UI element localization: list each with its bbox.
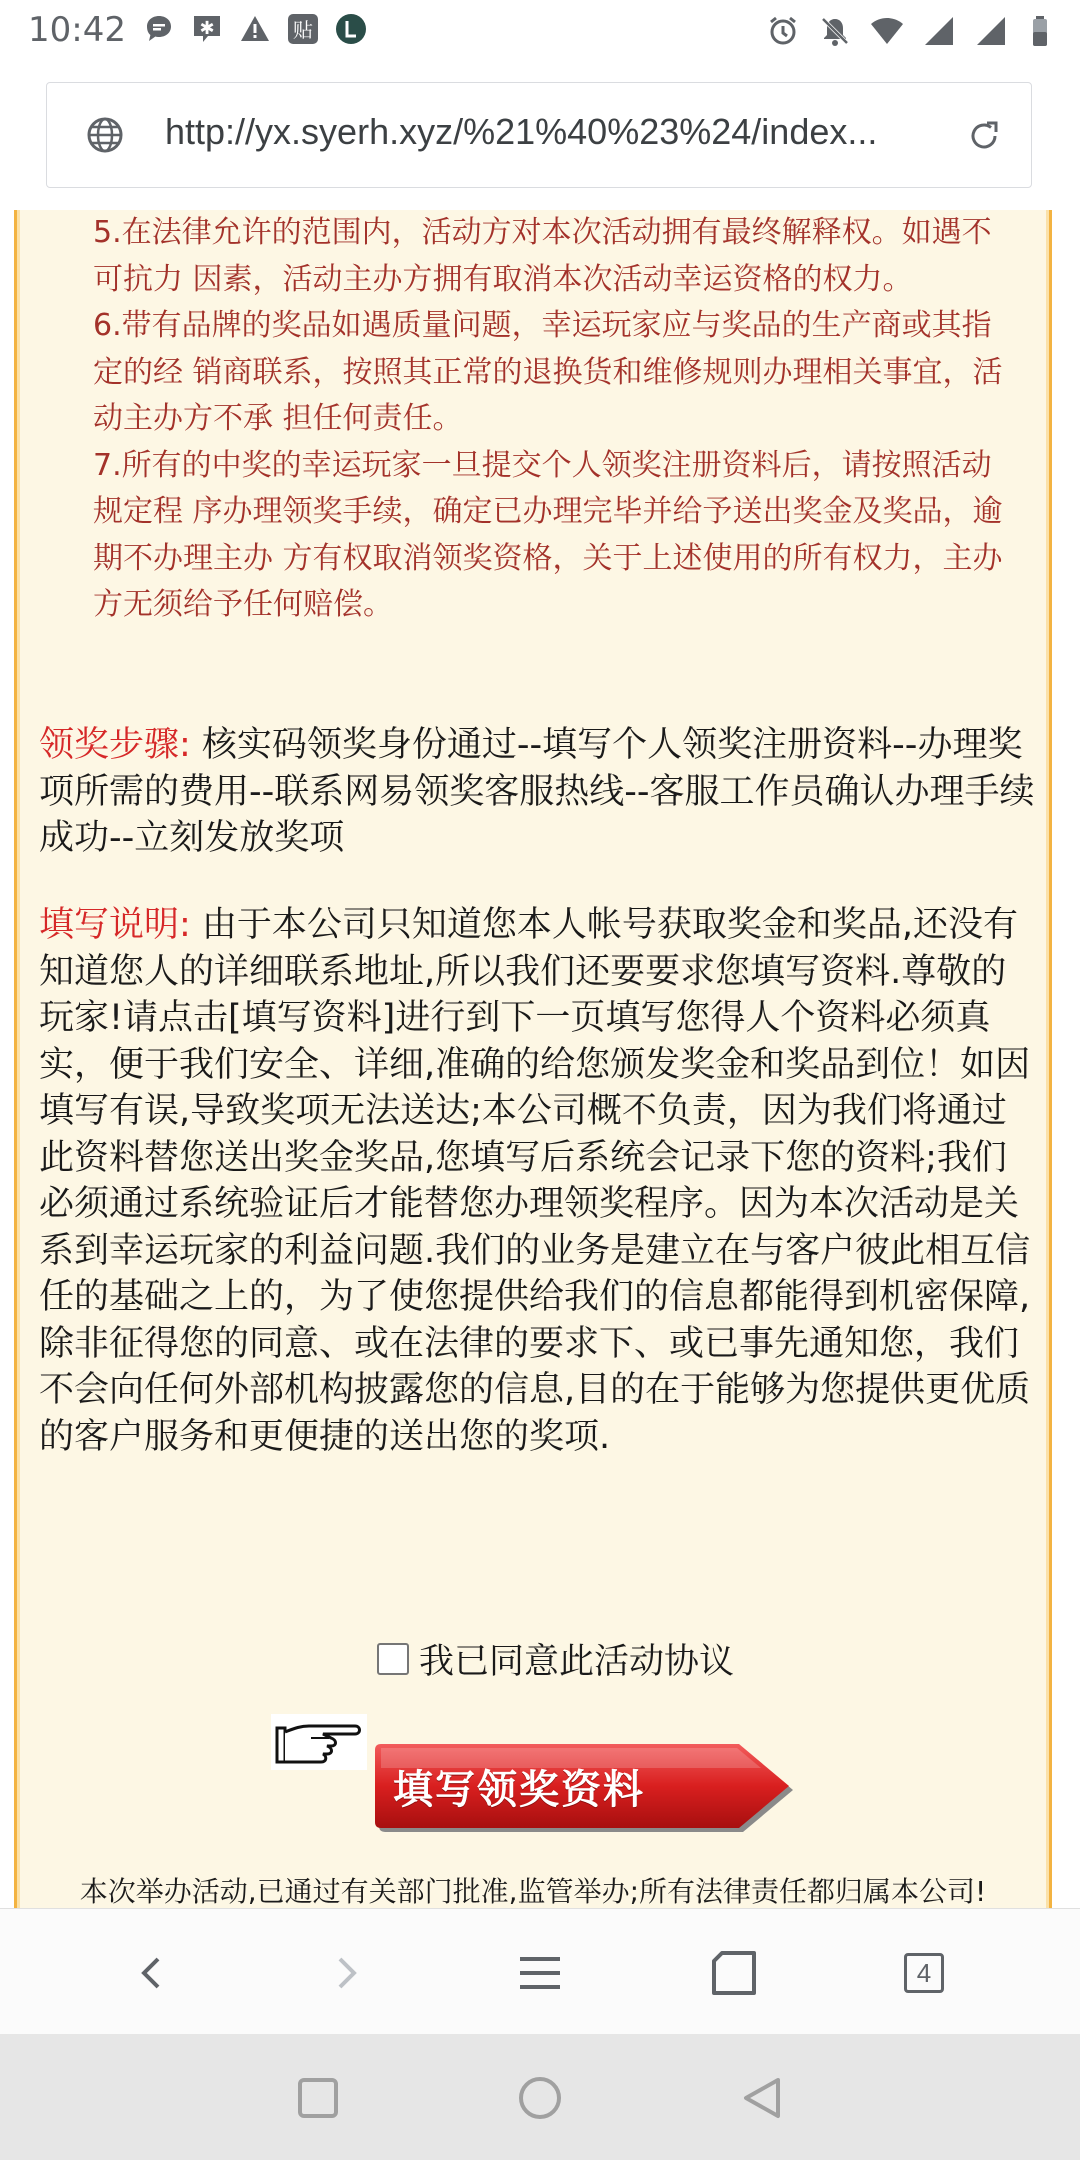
activity-rules xyxy=(93,210,1013,629)
web-page xyxy=(0,210,1080,1908)
back-icon[interactable] xyxy=(124,1945,180,2001)
fill-claim-info-button[interactable] xyxy=(369,1740,799,1832)
pointing-hand-icon xyxy=(271,1714,367,1770)
url-text[interactable]: http://yx.syerh.xyz/%21%40%23%24/index... xyxy=(165,111,878,152)
fill-instructions-label: 填写说明: xyxy=(39,905,191,945)
claim-steps xyxy=(39,722,1039,862)
fill-instructions-text: 由于本公司只知道您本人帐号获取奖金和奖品,还没有知道您人的详细联系地址,所以我们还要要求您填写资料.尊敬的玩家!请点击[填写资料]进行到下一页填写您得人个资料必须真实，便于我们安全、详细,准确的给您颁发奖金和奖品到位！如因填写有误,导致奖项无法送达;本公司概不负责，因为我们将通过此资料替您送出奖金奖品,您填写后系统会记录下您的资料;我们必须通过系统验证后才能替您办理领奖程序。因为本次活动是关系到幸运玩家的利益问题.我们的业务是建立在与客户彼此相互信任的基础之上的，为了使您提供给我们的信息都能得到机密保障,除非征得您的同意、或在法律的要求下、或已事先通知您，我们不会向任何外部机构披露您的信息,目的在于能够为您提供更优质的客户服务和更便捷的送出您的奖项. xyxy=(39,905,1031,1457)
alarm-icon xyxy=(766,14,800,48)
status-time: 10:42 xyxy=(28,10,126,50)
recents-icon[interactable] xyxy=(294,2074,342,2122)
browser-toolbar xyxy=(0,62,1080,210)
globe-icon xyxy=(85,115,125,155)
forward-icon[interactable] xyxy=(318,1945,374,2001)
signal-icon xyxy=(974,14,1008,48)
status-bar xyxy=(0,0,1080,62)
footer-note: 本次举办活动,已通过有关部门批准,监管举办;所有法律责任都归属本公司! xyxy=(79,1875,987,1908)
rule-item: 5.在法律允许的范围内，活动方对本次活动拥有最终解释权。如遇不可抗力 因素，活动主办方拥有取消本次活动幸运资格的权力。 xyxy=(93,215,992,297)
tab-count-button[interactable]: 4 xyxy=(904,1953,944,1993)
battery-icon xyxy=(1026,14,1060,48)
rule-item: 6.带有品牌的奖品如遇质量问题，幸运玩家应与奖品的生产商或其指定的经 销商联系，按照其正常的退换货和维修规则办理相关事宜，活动主办方不承 担任何责任。 xyxy=(93,308,1003,436)
asterisk-badge-icon xyxy=(190,12,224,46)
menu-icon[interactable] xyxy=(512,1945,568,2001)
fill-instructions xyxy=(39,902,1039,1460)
page-frame xyxy=(14,210,1052,1908)
system-navigation-bar xyxy=(0,2034,1080,2160)
browser-bottom-bar xyxy=(0,1908,1080,2035)
address-bar[interactable] xyxy=(46,82,1032,188)
chat-icon xyxy=(142,12,176,46)
agreement-label[interactable]: 我已同意此活动协议 xyxy=(419,1642,735,1682)
reload-icon[interactable] xyxy=(965,117,1003,155)
agreement-checkbox[interactable] xyxy=(377,1643,409,1675)
home-circle-icon[interactable] xyxy=(516,2074,564,2122)
back-triangle-icon[interactable] xyxy=(738,2074,786,2122)
svg-text:✱: ✱ xyxy=(199,18,215,39)
notification-icons xyxy=(142,12,368,46)
line-icon xyxy=(334,12,368,46)
svg-text:贴: 贴 xyxy=(293,18,313,42)
rule-item: 7.所有的中奖的幸运玩家一旦提交个人领奖注册资料后，请按照活动规定程 序办理领奖手续，确定已办理完毕并给予送出奖金及奖品，逾期不办理主办 方有权取消领奖资格，关于上述使用的所有权力，主办方无须给予任何赔偿。 xyxy=(93,447,1003,622)
fill-claim-info-label[interactable]: 填写领奖资料 xyxy=(393,1767,645,1813)
warning-icon xyxy=(238,12,272,46)
claim-steps-label: 领奖步骤: xyxy=(39,725,191,765)
claim-steps-text: 核实码领奖身份通过--填写个人领奖注册资料--办理奖项所需的费用--联系网易领奖客服热线--客服工作员确认办理手续成功--立刻发放奖项 xyxy=(39,725,1035,858)
system-status-icons xyxy=(766,14,1060,48)
wifi-icon xyxy=(870,14,904,48)
signal-icon xyxy=(922,14,956,48)
home-icon[interactable] xyxy=(706,1945,762,2001)
agreement-row[interactable] xyxy=(377,1634,734,1684)
mute-icon xyxy=(818,14,852,48)
tieba-icon xyxy=(286,12,320,46)
